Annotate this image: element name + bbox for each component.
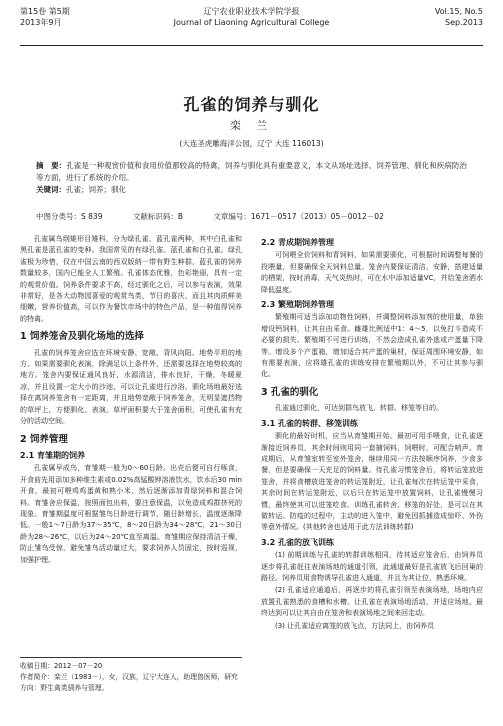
abstract-text: 孔雀是一种观赏价值和食用价值都较高的特禽，饲养与驯化具有重要意义，本文从场址选择、饲养管理、驯化和疾病防治等方面，进行了系统的介绍。 bbox=[36, 161, 467, 182]
article-number: 文章编号：1671－0517（2013）05－0012－02 bbox=[213, 212, 384, 221]
abstract-block bbox=[36, 160, 467, 196]
issue-date: 2013年9月 bbox=[20, 18, 62, 27]
abstract bbox=[36, 160, 467, 184]
section-2-heading: 2 饲养管理 bbox=[20, 433, 68, 445]
article-title: 孔雀的饲养与驯化 bbox=[183, 95, 320, 114]
section-1-text: 孔雀的饲养笼舍应选在环境安静、宽敞、背风向阳、地势平坦的地方。如果需要驯化表演，除满足以上条件外，还需要选择在地势较高的地方。笼舍内要保证通风良好，水源清洁，排水良好，干燥，冬暖夏凉，并且设置一定大小的沙池，可以让孔雀进行沙浴。驯化场地最好选择在离饲养笼舍有一定距离，并且地势宽敞于饲养笼舍，无明显遮挡物的草坪上，方便驯化、表演。草坪面积要大于笼舍面积，可使孔雀有充分的活动空间。 bbox=[20, 348, 242, 426]
journal-name-en: Journal of Liaoning Agricultural College bbox=[173, 18, 330, 27]
journal-name-cn: 辽宁农业职业技术学院学报 bbox=[203, 7, 300, 16]
abstract-label: 摘 要： bbox=[36, 161, 67, 170]
issue-number: 第15卷 第5期 bbox=[20, 7, 70, 16]
volume-en: Vol.15, No.5 bbox=[434, 7, 483, 16]
section-2-2-text: 可饲喂全价饲料和青饲料，如果需要驯化，可根据时间调整每餐的投喂量，但要确保全天饲料总量。笼舍内要保证清洁、安静，搭建适量的栖架，按时消毒，天气炎热时，可在水中添加适量VC，并给笼舍洒水降低温度。 bbox=[261, 251, 483, 294]
section-2-1-heading: 2.1 育雏期的饲养 bbox=[20, 450, 85, 460]
document-code: 文献标识码：B bbox=[132, 212, 184, 221]
article-author: 栾 兰 bbox=[229, 119, 274, 132]
keywords-text: 孔雀；饲养；驯化 bbox=[66, 185, 126, 194]
section-3-2-heading: 3.2 孔雀的放飞训练 bbox=[261, 537, 334, 547]
classification-line bbox=[36, 211, 483, 222]
keywords-label: 关键词： bbox=[36, 185, 66, 194]
section-2-1-text: 孔雀属早成鸟，育雏期一般为0～60日龄。出壳后便可自行啄食，开食前先用添加多种维生素或0.02%高锰酸钾溶液饮水，饮水后30 min开食，最初可喂鸡鸡蛋黄和熟小米，然后逐渐添加青绿饲料和混合饲料。育雏舍应保温，按照面包出料，要注意保温，以免造成鸡群挤死的现象。育雏期温度可根据雏鸟日龄进行调节，随日龄增长，温度逐渐降低。一般1～7日龄为37～35℃，8～20日龄为34～28℃，21～30日龄为28～26℃，以后为24～20℃直至离温。育雏期应保持清洁干燥，防止雏鸟受惊，避免雏鸟活动量过大，要求饲养人员固定，按时巡视，加强护理。 bbox=[20, 464, 242, 564]
section-3-2-step-1: (1) 前期训练与孔雀的转群训练相同，待其适应笼舍后，由饲养员逐步将孔雀赶往表演场地的通道引领，此通道最好是孔雀放飞后回巢的路径。饲养员用食物诱导孔雀进入通道，并且为其让位，熟悉环境。 bbox=[261, 551, 483, 582]
keywords bbox=[36, 184, 467, 196]
section-3-intro: 孔雀通过驯化，可达到群鸟放飞、转群、移笼等目的。 bbox=[275, 404, 443, 413]
section-2-3-text: 繁殖期可适当添加动物性饲料，并调整饲料添加剂的使用量，单独增设钙饲料，让其自由采食。雌雄比例适中1：4～5，以免打斗造成不必要的损失。繁殖期不可进行训练，不然会造成孔雀外逃或产蛋量下降等。增设多个产蛋箱，增加适合其产蛋的巢材，保证周围环境安静，如有需要表演，应将雄孔雀的训练安排在繁殖期以外，不可让其参与驯化。 bbox=[261, 313, 483, 379]
header-divider bbox=[20, 45, 483, 46]
header-center bbox=[20, 6, 483, 28]
left-column bbox=[20, 234, 242, 567]
author-bio: 作者简介：栾兰（1983－），女，汉族，辽宁大连人，助理兽医师，研究方向：野生禽类驯养与管理。 bbox=[20, 673, 238, 692]
section-2-2-heading: 2.2 青成期饲养管理 bbox=[261, 238, 334, 247]
right-column bbox=[261, 234, 483, 633]
page-header bbox=[20, 6, 483, 44]
date-en: Sep.2013 bbox=[445, 18, 483, 27]
author-affiliation: (大连圣虎雕海洋公园，辽宁 大连 116013) bbox=[179, 139, 324, 148]
section-3-1-text: 驯化的最好时机，应当从育雏期开始，最初可用手喂食，让孔雀逐渐接近饲养员，其余时间则用同一套捕饲料，饲喂时，可配合哨声。育成期后，从育雏室转至室外笼舍，继续用同一方法按顺序饲养，少食多餐，但是要确保一天充足的饲料量。待孔雀习惯笼舍后，将转运笼放进笼舍，并将食槽放进笼舍的转运笼附近，让孔雀每次在转运笼中采食，其余时间在转运笼附近，以后只在转运笼中放置饲料，让孔雀慢慢习惯，最终使其可以进笼吃食。训练孔雀转舍、移笼的好处，是可以在其做转运、防疫的过程中，主动的进入笼中，避免因抓捕造成惊吓、外伤等意外情况。(其他转舍也适用于此方法训练转群) bbox=[261, 432, 483, 532]
section-3-heading: 3 孔雀的驯化 bbox=[261, 386, 319, 398]
header-right bbox=[435, 6, 483, 28]
section-3-2-step-2: (2) 孔雀适应通道后，再逐步的将孔雀引领至表演场地，场地内应放置孔雀熟悉的食槽和水槽。让孔雀在表演场地活动，并适应场地。最终达到可以让其自由在笼舍和表演场地之间来回走动。 bbox=[261, 586, 483, 618]
section-1-heading: 1 饲养笼舍及驯化场地的选择 bbox=[20, 331, 144, 343]
section-3-1-heading: 3.1 孔雀的转群、移笼训练 bbox=[261, 418, 358, 428]
clc-number: 中图分类号：S 839 bbox=[36, 212, 103, 221]
received-date: 收稿日期：2012－07－20 bbox=[20, 662, 103, 670]
footnote bbox=[20, 657, 242, 694]
section-3-2-step-3: (3) 让孔雀适应离笼的放飞点，方法同上，由饲养员 bbox=[275, 621, 435, 630]
intro-paragraph: 孔雀属鸟纲雉形目雉科，分为绿孔雀、蓝孔雀两种，其中白孔雀和黑孔雀是蓝孔雀的变种。我国常见的有绿孔雀、蓝孔雀和白孔雀。绿孔雀极为珍惜，仅在中国云南的西双版纳一带有野生种群，蓝孔雀的饲养数量较多，国内已能全人工繁殖。孔雀体态优雅，色彩艳丽，具有一定的观赏价值。饲养条件要求不高，经过驯化之后，可以参与表演，效果非常好，是各大动物园喜爱的观赏鸟类，节日的喜庆，而且其肉质鲜美细嫩，营养价值高，可以作为餐饮市场中的特色产品，是一种值得饲养的特禽。 bbox=[20, 235, 242, 323]
section-2-3-heading: 2.3 繁殖期饲养管理 bbox=[261, 300, 334, 310]
